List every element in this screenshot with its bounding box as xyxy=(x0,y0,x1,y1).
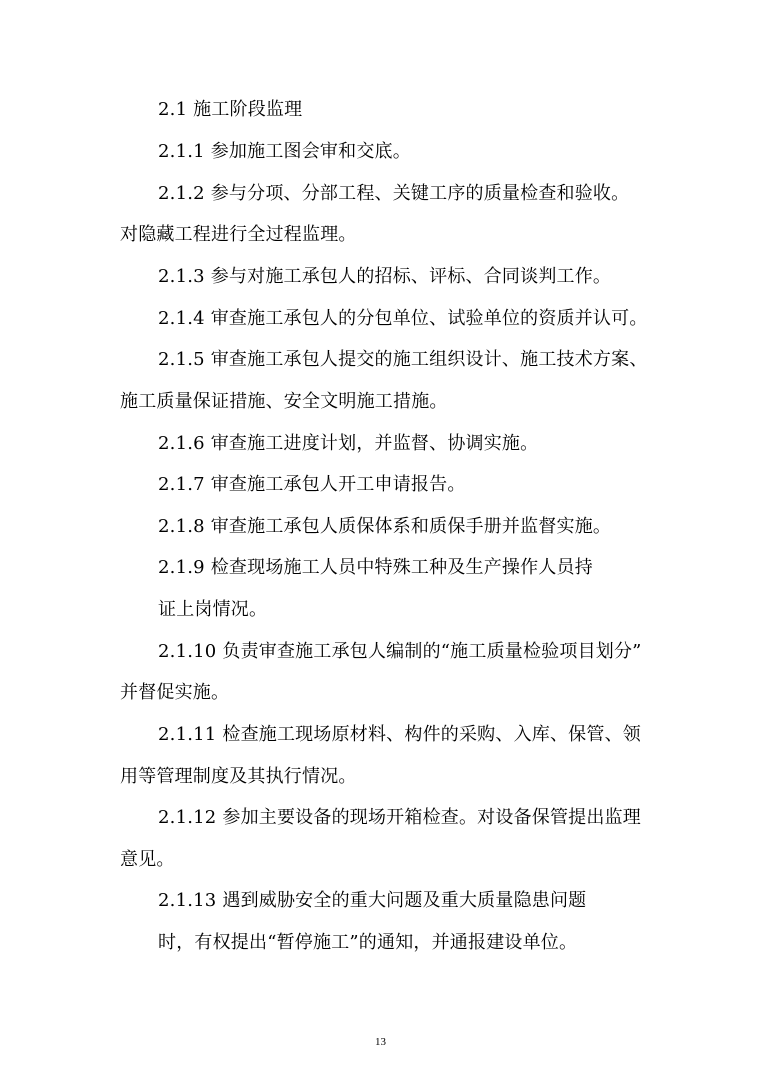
paragraph-line: 2.1.11 检查施工现场原材料、构件的采购、入库、保管、领 xyxy=(158,724,641,745)
paragraph-line: 用等管理制度及其执行情况。 xyxy=(120,766,357,787)
paragraph-line: 2.1.12 参加主要设备的现场开箱检查。对设备保管提出监理 xyxy=(158,807,641,828)
paragraph-line: 2.1.10 负责审查施工承包人编制的“施工质量检验项目划分” xyxy=(158,641,642,662)
paragraph-line: 2.1.6 审查施工进度计划，并监督、协调实施。 xyxy=(158,433,539,454)
paragraph-line: 施工质量保证措施、安全文明施工措施。 xyxy=(120,391,448,412)
paragraph-line: 2.1.5 审查施工承包人提交的施工组织设计、施工技术方案、 xyxy=(158,349,648,370)
section-heading: 2.1 施工阶段监理 xyxy=(158,99,303,120)
paragraph-line: 意见。 xyxy=(120,849,175,870)
paragraph-line: 2.1.8 审查施工承包人质保体系和质保手册并监督实施。 xyxy=(158,516,612,537)
paragraph-line: 2.1.7 审查施工承包人开工申请报告。 xyxy=(158,474,466,495)
paragraph-line: 2.1.3 参与对施工承包人的招标、评标、合同谈判工作。 xyxy=(158,266,612,287)
paragraph-line: 并督促实施。 xyxy=(120,682,230,703)
paragraph-line: 2.1.1 参加施工图会审和交底。 xyxy=(158,141,411,162)
page-number: 13 xyxy=(375,1036,386,1048)
paragraph-line: 对隐藏工程进行全过程监理。 xyxy=(120,224,357,245)
paragraph-line: 证上岗情况。 xyxy=(158,599,268,620)
paragraph-line: 2.1.13 遇到威胁安全的重大问题及重大质量隐患问题 xyxy=(158,890,587,911)
paragraph-line: 2.1.9 检查现场施工人员中特殊工种及生产操作人员持 xyxy=(158,557,593,578)
paragraph-line: 时，有权提出“暂停施工”的通知，并通报建设单位。 xyxy=(158,932,578,953)
paragraph-line: 2.1.4 审查施工承包人的分包单位、试验单位的资质并认可。 xyxy=(158,308,648,329)
paragraph-line: 2.1.2 参与分项、分部工程、关键工序的质量检查和验收。 xyxy=(158,183,630,204)
